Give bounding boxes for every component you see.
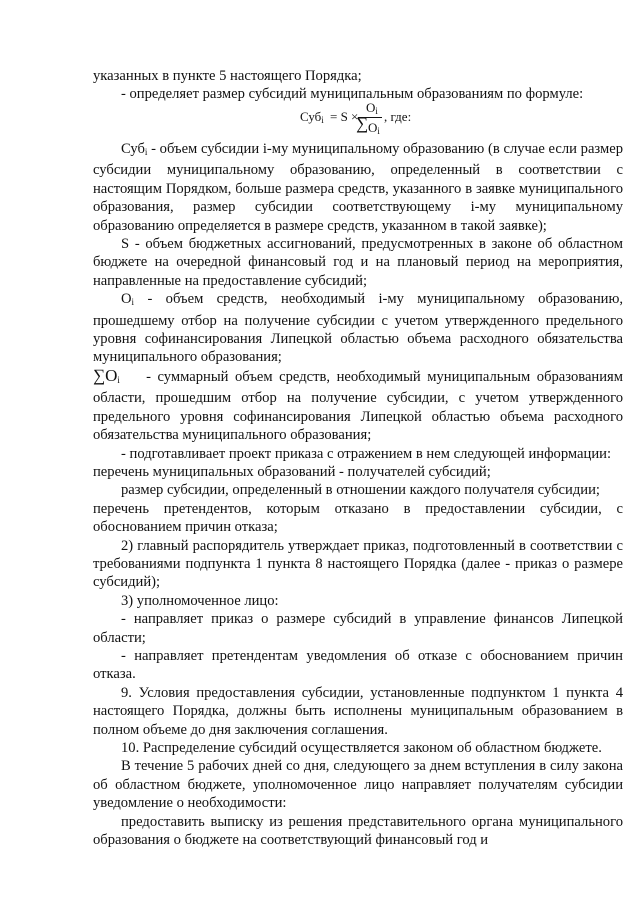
formula-sum-sign: ∑ xyxy=(356,114,369,133)
formula-lhs: Суб$_i$ xyxy=(300,109,324,125)
paragraph-5-days: В течение 5 рабочих дней со дня, следующего за днем вступления в силу закона об областном бюджете, уполномоченное лицо направляет получателям субсидии уведомление о необходимости: xyxy=(93,758,623,812)
paragraph-send-2: - направляет претендентам уведомления об отказе с обоснованием причин отказа. xyxy=(93,647,623,683)
paragraph-send-1: - направляет приказ о размере субсидий в управление финансов Липецкой области; xyxy=(93,611,623,646)
formula-numerator: $O_i$ xyxy=(366,100,378,116)
paragraph-10: 10. Распределение субсидий осуществляется законом об областном бюджете. xyxy=(121,740,602,756)
formula-tail: , где: xyxy=(384,109,412,124)
definition-s: S - объем бюджетных ассигнований, предусмотренных в законе об областном бюджете на очередной финансовый год и на плановый период на мероприятия, направленные на предоставление субсидий; xyxy=(93,236,623,289)
paragraph-9: 9. Условия предоставления субсидии, установленные подпунктом 1 пункта 4 настоящего Порядка, должны быть исполнены муниципальным образованием в полном объеме до дня заключения соглашения. xyxy=(93,684,623,738)
definition-o: $O_i$ - объем средств, необходимый i-му муниципальному образованию, прошедшему отбор на получение субсидии с учетом утвержденного предельного уровня софинансирования Липецкой областью объема расходного обязательства муниципального образования; xyxy=(93,291,623,366)
text-block-top xyxy=(93,67,623,104)
paragraph-list-3: перечень претендентов, которым отказано в предоставлении субсидии, с обоснованием причин отказа; xyxy=(93,500,623,536)
paragraph-list-1: перечень муниципальных образований - получателей субсидий; xyxy=(93,463,491,480)
paragraph-top: указанных в пункте 5 настоящего Порядка; xyxy=(93,68,362,84)
definition-sum: $\sum O_i$ - суммарный объем средств, необходимый муниципальным образованиям области, прошедшим отбор на получение субсидии, с учетом утвержденного предельного уровня софинансирования Липецкой областью объема расходного обязательства муниципального образования; xyxy=(93,365,623,444)
definition-sub: Суб$_i$ - объем субсидии i-му муниципальному образованию (в случае если размер субсидии муниципальному образованию, определенный в соответствии с настоящим Порядком, больше размера средств, указанного в заявке муниципального образования, размер субсидии соответствующему i-му муниципальному образованию определяется в размере средств, указанном в такой заявке); xyxy=(93,141,623,234)
text-block-main xyxy=(93,140,623,849)
formula-denominator: $O_i$ xyxy=(368,120,380,136)
paragraph-provide: предоставить выписку из решения представительного органа муниципального образования о бюджете на соответствующий финансовый год и xyxy=(93,813,623,849)
paragraph-formula-intro: - определяет размер субсидий муниципальным образованиям по формуле: xyxy=(121,86,584,103)
paragraph-item-2: 2) главный распорядитель утверждает приказ, подготовленный в соответствии с требованиями подпункта 1 пункта 8 настоящего Порядка (далее - приказ о размере субсидий); xyxy=(93,537,623,591)
paragraph-item-3: 3) уполномоченное лицо: xyxy=(121,592,279,609)
formula-eq: = S × xyxy=(330,109,359,124)
paragraph-list-2: размер субсидии, определенный в отношении каждого получателя субсидии; xyxy=(121,482,600,499)
paragraph-prepare: - подготавливает проект приказа с отражением в нем следующей информации: xyxy=(121,445,611,462)
